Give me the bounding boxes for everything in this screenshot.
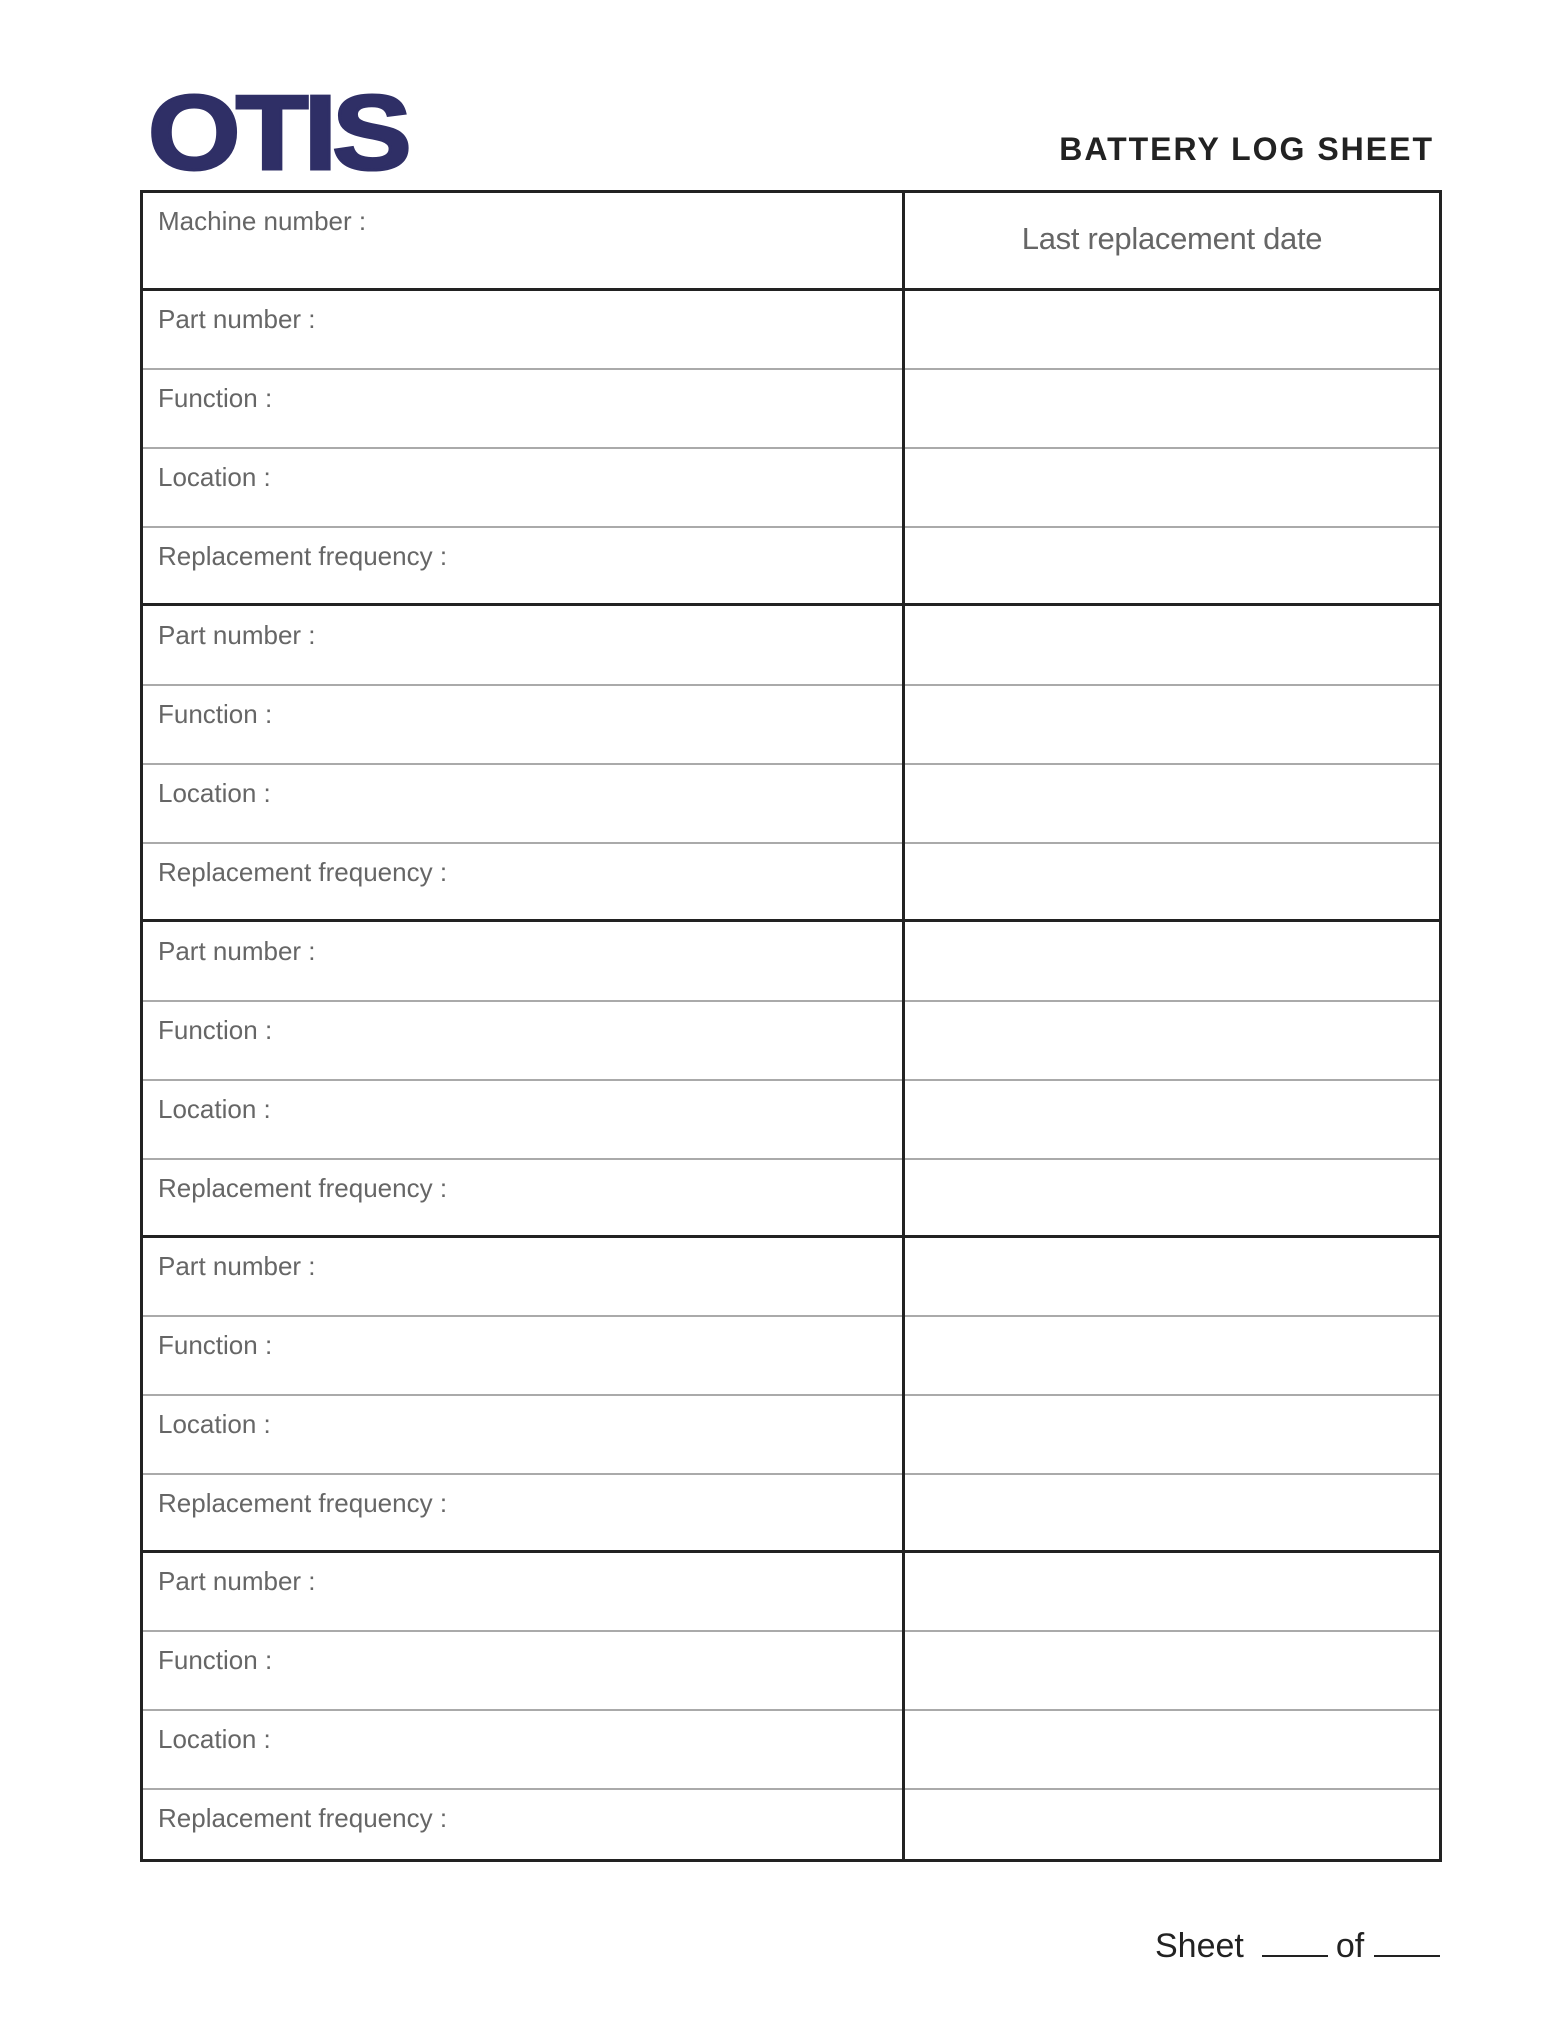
sheet-footer — [1155, 1925, 1440, 1963]
table-row — [143, 686, 1439, 765]
location-date-cell[interactable] — [905, 1711, 1439, 1788]
function-label: Function : — [158, 1330, 273, 1360]
part-number-date-cell[interactable] — [905, 1553, 1439, 1630]
function-label: Function : — [158, 1645, 273, 1675]
machine-number-label: Machine number : — [158, 206, 367, 236]
part-number-date-cell[interactable] — [905, 1238, 1439, 1315]
table-row — [143, 1081, 1439, 1160]
table-row — [143, 1790, 1439, 1869]
table-row — [143, 765, 1439, 844]
of-label: of — [1335, 1927, 1365, 1965]
replacement-frequency-date-cell[interactable] — [905, 528, 1439, 607]
replacement-frequency-label: Replacement frequency : — [158, 857, 448, 887]
function-date-cell[interactable] — [905, 370, 1439, 447]
part-number-date-cell[interactable] — [905, 923, 1439, 1000]
table-row — [143, 1711, 1439, 1790]
table-row — [143, 1553, 1439, 1632]
part-number-label: Part number : — [158, 620, 316, 650]
battery-entry-group — [143, 1553, 1439, 1868]
battery-log-table — [140, 190, 1442, 1862]
table-row — [143, 1317, 1439, 1396]
table-header-row — [143, 193, 1439, 291]
replacement-frequency-label: Replacement frequency : — [158, 1803, 448, 1833]
replacement-frequency-label: Replacement frequency : — [158, 541, 448, 571]
function-date-cell[interactable] — [905, 686, 1439, 763]
part-number-label: Part number : — [158, 936, 316, 966]
table-row — [143, 1238, 1439, 1317]
location-date-cell[interactable] — [905, 449, 1439, 526]
column-divider — [902, 193, 905, 1859]
table-row — [143, 1396, 1439, 1475]
last-replacement-date-header: Last replacement date — [1021, 221, 1323, 256]
battery-entry-group — [143, 1238, 1439, 1553]
part-number-date-cell[interactable] — [905, 607, 1439, 684]
function-label: Function : — [158, 699, 273, 729]
location-label: Location : — [158, 1724, 271, 1754]
replacement-frequency-date-cell[interactable] — [905, 1790, 1439, 1869]
replacement-frequency-date-cell[interactable] — [905, 1160, 1439, 1239]
table-row — [143, 370, 1439, 449]
location-date-cell[interactable] — [905, 1396, 1439, 1473]
battery-entry-group — [143, 291, 1439, 606]
location-label: Location : — [158, 462, 271, 492]
location-date-cell[interactable] — [905, 765, 1439, 842]
replacement-frequency-label: Replacement frequency : — [158, 1173, 448, 1203]
part-number-label: Part number : — [158, 304, 316, 334]
function-date-cell[interactable] — [905, 1002, 1439, 1079]
table-row — [143, 1002, 1439, 1081]
document-title: BATTERY LOG SHEET — [1059, 131, 1434, 167]
part-number-label: Part number : — [158, 1251, 316, 1281]
battery-entry-group — [143, 923, 1439, 1238]
location-label: Location : — [158, 1409, 271, 1439]
location-date-cell[interactable] — [905, 1081, 1439, 1158]
table-row — [143, 1160, 1439, 1239]
table-row — [143, 1632, 1439, 1711]
replacement-frequency-date-cell[interactable] — [905, 1475, 1439, 1554]
function-label: Function : — [158, 1015, 273, 1045]
replacement-frequency-date-cell[interactable] — [905, 844, 1439, 923]
function-label: Function : — [158, 383, 273, 413]
otis-logo: OTIS — [148, 74, 408, 192]
table-row — [143, 449, 1439, 528]
part-number-label: Part number : — [158, 1566, 316, 1596]
table-row — [143, 1475, 1439, 1554]
table-row — [143, 291, 1439, 370]
table-row — [143, 528, 1439, 607]
sheet-number-blank[interactable] — [1262, 1925, 1328, 1957]
table-row — [143, 607, 1439, 686]
sheet-total-blank[interactable] — [1374, 1925, 1440, 1957]
function-date-cell[interactable] — [905, 1632, 1439, 1709]
location-label: Location : — [158, 778, 271, 808]
part-number-date-cell[interactable] — [905, 291, 1439, 368]
table-row — [143, 844, 1439, 923]
function-date-cell[interactable] — [905, 1317, 1439, 1394]
sheet-label: Sheet — [1155, 1927, 1244, 1965]
replacement-frequency-label: Replacement frequency : — [158, 1488, 448, 1518]
battery-entry-group — [143, 607, 1439, 922]
table-row — [143, 923, 1439, 1002]
location-label: Location : — [158, 1094, 271, 1124]
